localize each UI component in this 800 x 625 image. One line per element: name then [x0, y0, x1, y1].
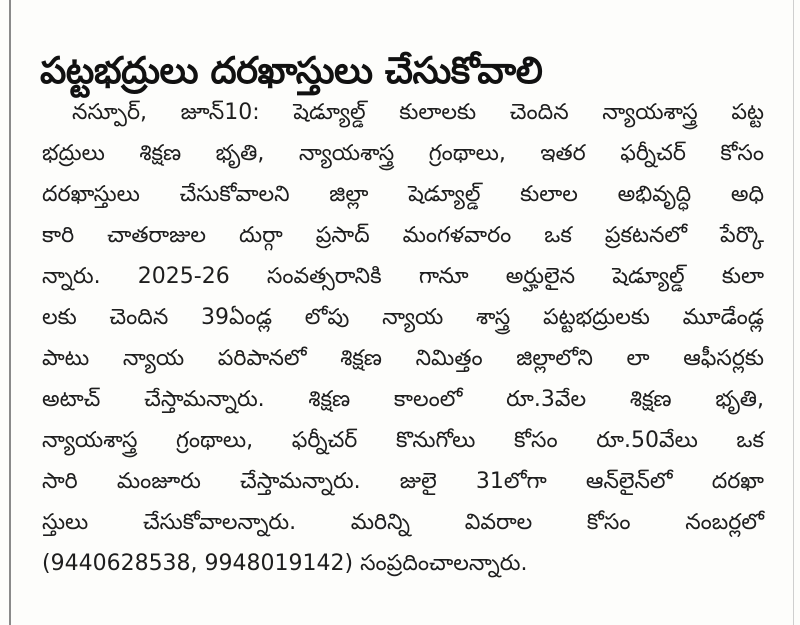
article-line-8: అటాచ్ చేస్తామన్నారు. శిక్షణ కాలంలో రూ.3వేల శిక్షణ భృతి, — [42, 387, 764, 412]
article-headline: పట్టభద్రులు దరఖాస్తులు చేసుకోవాలి — [40, 48, 543, 92]
article-line-10: సారి మంజూరు చేస్తామన్నారు. జులై 31లోగా ఆన్‌లైన్‌లో దరఖా — [42, 469, 764, 494]
article-line-12: (9440628538, 9948019142) సంప్రదించాలన్నారు. — [42, 551, 528, 576]
article-line-4: కారి చాతరాజుల దుర్గా ప్రసాద్ మంగళవారం ఒక ప్రకటనలో పేర్కొ — [42, 223, 764, 248]
article-line-6: లకు చెందిన 39ఏండ్ల లోపు న్యాయ శాస్త్ర పట్టభద్రులకు మూడేండ్ల — [42, 305, 764, 330]
column-rule-left — [9, 0, 11, 625]
article-line-11: స్తులు చేసుకోవాలన్నారు. మరిన్ని వివరాల కోసం నంబర్లలో — [42, 510, 764, 535]
article-line-1: నస్పూర్, జూన్10: షెడ్యూల్డ్ కులాలకు చెందిన న్యాయశాస్త్ర పట్ట — [72, 100, 764, 125]
article-line-3: దరఖాస్తులు చేసుకోవాలని జిల్లా షెడ్యూల్డ్ కులాల అభివృద్ధి అధి — [42, 182, 764, 207]
article-body — [42, 92, 764, 584]
column-rule-right — [793, 0, 794, 625]
article-line-9: న్యాయశాస్త్ర గ్రంథాలు, ఫర్నీచర్ కొనుగోలు కోసం రూ.50వేలు ఒక — [42, 428, 764, 453]
article-line-5: న్నారు. 2025-26 సంవత్సరానికి గానూ అర్హులైన షెడ్యూల్డ్ కులా — [42, 264, 764, 289]
article-line-7: పాటు న్యాయ పరిపానలో శిక్షణ నిమిత్తం జిల్లాలోని లా ఆఫీసర్లకు — [42, 346, 764, 371]
article-line-2: భద్రులు శిక్షణ భృతి, న్యాయశాస్త్ర గ్రంథాలు, ఇతర ఫర్నీచర్ కోసం — [42, 141, 764, 166]
